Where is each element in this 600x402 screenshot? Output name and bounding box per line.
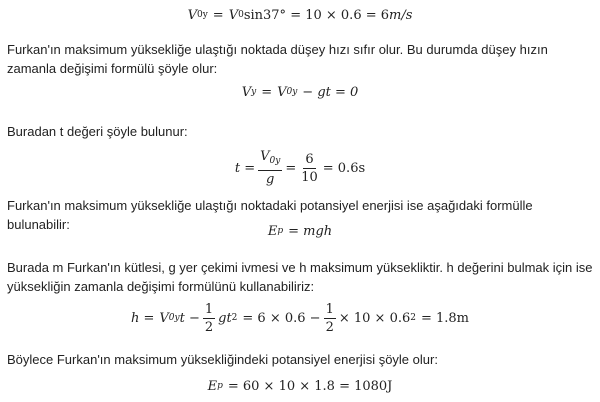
vy-rhs-subscript: 0y [286,87,298,97]
vy-lhs-subscript: y [251,87,257,97]
v0y-rhs-subscript: 0 [238,10,244,20]
equation-h [0,298,600,338]
h-g-exponent: 2 [231,313,238,323]
equation-t: t = $\frac{V_{0y}}{g}$ = $\frac{6}{10}$ = 0.6s [234,149,366,187]
ep1-rhs: = mgh [288,223,333,239]
paragraph-vertical-velocity-zero: Furkan'ın maksimum yüksekliğe ulaştığı noktada düşey hızı sıfır olur. Bu durumda düşey hızın zamanla değişimi formülü şöyle olur: [7,42,548,76]
h-result: = 1.8m [420,310,470,326]
h-half1-den: 2 [204,319,214,335]
v0y-rhs-tail: sin37° = 10 × 0.6 = 6 [243,7,390,23]
h-mid: = 6 × 0.6 − [242,310,321,326]
h-half-fraction-2 [324,302,336,335]
equation-v0y: V 0y = V 0 sin37° = 10 × 0.6 = 6 m/s [187,7,413,23]
h-half2-den: 2 [325,319,334,335]
h-g-part: gt [218,310,232,326]
paragraph-t-value: Buradan t değeri şöyle bulunur: [7,124,188,139]
v0y-lhs-subscript: 0y [196,10,208,20]
ep2-lhs-symbol: E [207,378,218,394]
h-v-subscript: 0y [168,313,180,323]
t-frac1-den: g [266,172,275,187]
equation-vy: V y = V 0y − gt = 0 [241,84,359,100]
v0y-rhs-symbol: V [228,7,239,23]
h-half-fraction-1 [203,302,215,335]
ep2-rhs: = 60 × 10 × 1.8 = 1080J [227,378,393,394]
h-tail-exponent: 2 [410,313,416,323]
h-half2-num: 1 [325,301,334,317]
t-frac1-num-symbol: V [260,149,270,164]
t-frac1-num-subscript: 0y [269,156,281,166]
t-lhs: t = [234,160,256,176]
vy-rhs-symbol: V [277,84,287,100]
t-frac2-num: 6 [305,151,314,167]
h-half1-num: 1 [204,301,214,317]
vy-tail: − gt = 0 [302,84,359,100]
h-lhs: h = [130,310,155,326]
v0y-lhs-symbol: V [187,7,197,23]
equation-ep-formula [0,216,600,246]
ep1-lhs-subscript: p [277,226,284,236]
h-tail: × 10 × 0.6 [338,310,411,326]
t-frac2-den: 10 [301,169,318,185]
equation-ep-result [0,371,600,401]
h-v-symbol: V [159,310,169,326]
paragraph-final-energy: Böylece Furkan'ın maksimum yüksekliğindeki potansiyel enerjisi şöyle olur: [7,352,438,367]
t-fraction-numeric [299,152,320,185]
ep1-lhs-symbol: E [267,223,278,239]
t-fraction-velocity-over-g [258,149,282,187]
paragraph-height-explanation: Burada m Furkan'ın kütlesi, g yer çekimi ivmesi ve h maksimum yüksekliktir. h değerini bulmak için ise yüksekliğin zamanla değişimi formülünü kullanabiliriz: [7,260,593,294]
h-v-t: t − [179,310,200,326]
v0y-unit: m/s [389,7,413,23]
paragraph-potential-energy-formula: Furkan'ın maksimum yüksekliğe ulaştığı noktadaki potansiyel enerjisi ise aşağıdaki formülle bulunabilir: [7,198,533,232]
t-result: = 0.6s [322,160,366,176]
ep2-lhs-subscript: p [217,381,223,391]
vy-lhs-symbol: V [241,84,252,100]
